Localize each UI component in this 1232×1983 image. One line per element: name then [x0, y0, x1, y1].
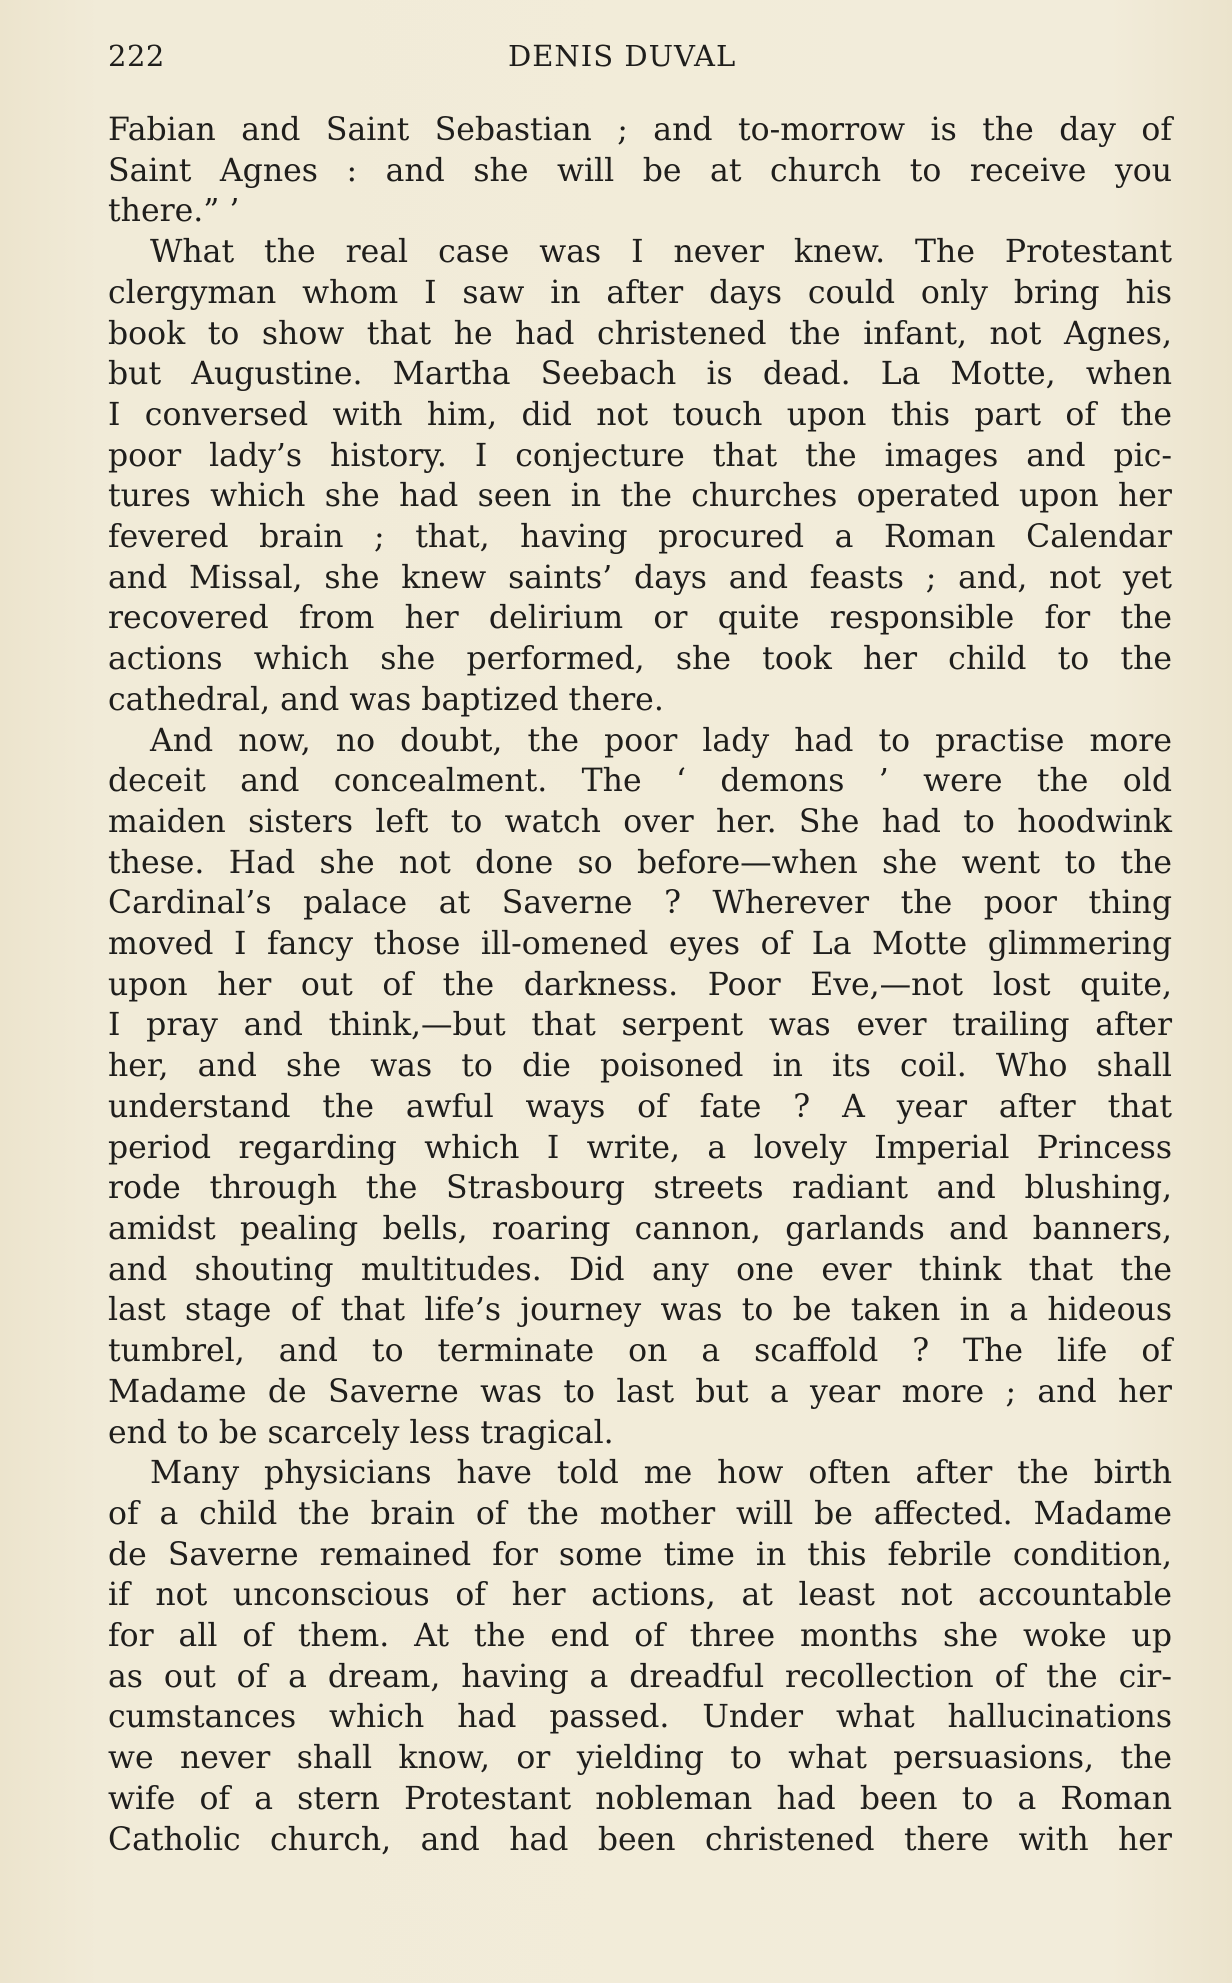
text-line: end to be scarcely less tragical.: [108, 1414, 614, 1451]
text-line: moved I fancy those ill-omened eyes of La Motte glimmering: [108, 926, 1172, 963]
page-header: [108, 36, 1168, 76]
text-line: I conversed with him, did not touch upon this part of the: [108, 396, 1172, 433]
text-line: of a child the brain of the mother will be affected. Madame: [108, 1495, 1172, 1532]
text-line: Cardinal’s palace at Saverne ? Wherever the poor thing: [108, 885, 1172, 922]
text-line: actions which she performed, she took her child to the: [108, 641, 1172, 678]
text-line: recovered from her delirium or quite responsible for the: [108, 600, 1172, 637]
text-line: for all of them. At the end of three months she woke up: [108, 1618, 1172, 1655]
text-line: understand the awful ways of fate ? A year after that: [108, 1088, 1172, 1125]
text-line: tumbrel, and to terminate on a scaffold ? The life of: [108, 1333, 1172, 1370]
text-line: book to show that he had christened the infant, not Agnes,: [108, 315, 1172, 352]
text-line: rode through the Strasbourg streets radiant and blushing,: [108, 1170, 1172, 1207]
page-number: 222: [108, 39, 165, 73]
text-line: and Missal, she knew saints’ days and feasts ; and, not yet: [108, 559, 1172, 596]
text-line: amidst pealing bells, roaring cannon, garlands and banners,: [108, 1210, 1172, 1247]
text-line: deceit and concealment. The ‘ demons ’ were the old: [108, 763, 1172, 800]
text-line: tures which she had seen in the churches operated upon her: [108, 478, 1172, 515]
text-line: clergyman whom I saw in after days could only bring his: [108, 274, 1172, 311]
text-line: her, and she was to die poisoned in its coil. Who shall: [108, 1048, 1172, 1085]
text-line: these. Had she not done so before—when she went to the: [108, 844, 1172, 881]
text-line: period regarding which I write, a lovely Imperial Princess: [108, 1129, 1172, 1166]
text-line: de Saverne remained for some time in this febrile condition,: [108, 1536, 1172, 1573]
body-text: [108, 110, 1172, 1860]
text-line: if not unconscious of her actions, at least not accountable: [108, 1577, 1172, 1614]
text-line: Catholic church, and had been christened there with her: [108, 1821, 1172, 1858]
text-line: cumstances which had passed. Under what hallucinations: [108, 1699, 1172, 1736]
text-line: fevered brain ; that, having procured a Roman Calendar: [108, 519, 1172, 556]
text-line: poor lady’s history. I conjecture that the images and pic-: [108, 437, 1172, 474]
text-line: Saint Agnes : and she will be at church to receive you: [108, 152, 1172, 189]
text-line: maiden sisters left to watch over her. She had to hoodwink: [108, 803, 1172, 840]
text-line: And now, no doubt, the poor lady had to practise more: [150, 722, 1172, 759]
text-line: as out of a dream, having a dreadful recollection of the cir-: [108, 1658, 1172, 1695]
text-line: wife of a stern Protestant nobleman had been to a Roman: [108, 1780, 1172, 1817]
text-line: I pray and think,—but that serpent was ever trailing after: [108, 1007, 1172, 1044]
running-title: DENIS DUVAL: [508, 39, 737, 73]
text-line: Fabian and Saint Sebastian ; and to-morrow is the day of: [108, 112, 1172, 148]
text-line: last stage of that life’s journey was to be taken in a hideous: [108, 1292, 1172, 1329]
text-line: there.” ’: [108, 193, 240, 230]
text-line: cathedral, and was baptized there.: [108, 681, 664, 718]
text-line: upon her out of the darkness. Poor Eve,—not lost quite,: [108, 966, 1172, 1003]
text-line: but Augustine. Martha Seebach is dead. La Motte, when: [108, 356, 1172, 393]
text-line: Madame de Saverne was to last but a year more ; and her: [108, 1373, 1172, 1410]
text-line: Many physicians have told me how often after the birth: [150, 1455, 1172, 1492]
text-line: we never shall know, or yielding to what persuasions, the: [108, 1740, 1172, 1777]
text-line: What the real case was I never knew. The Protestant: [150, 234, 1172, 271]
text-line: and shouting multitudes. Did any one ever think that the: [108, 1251, 1172, 1288]
